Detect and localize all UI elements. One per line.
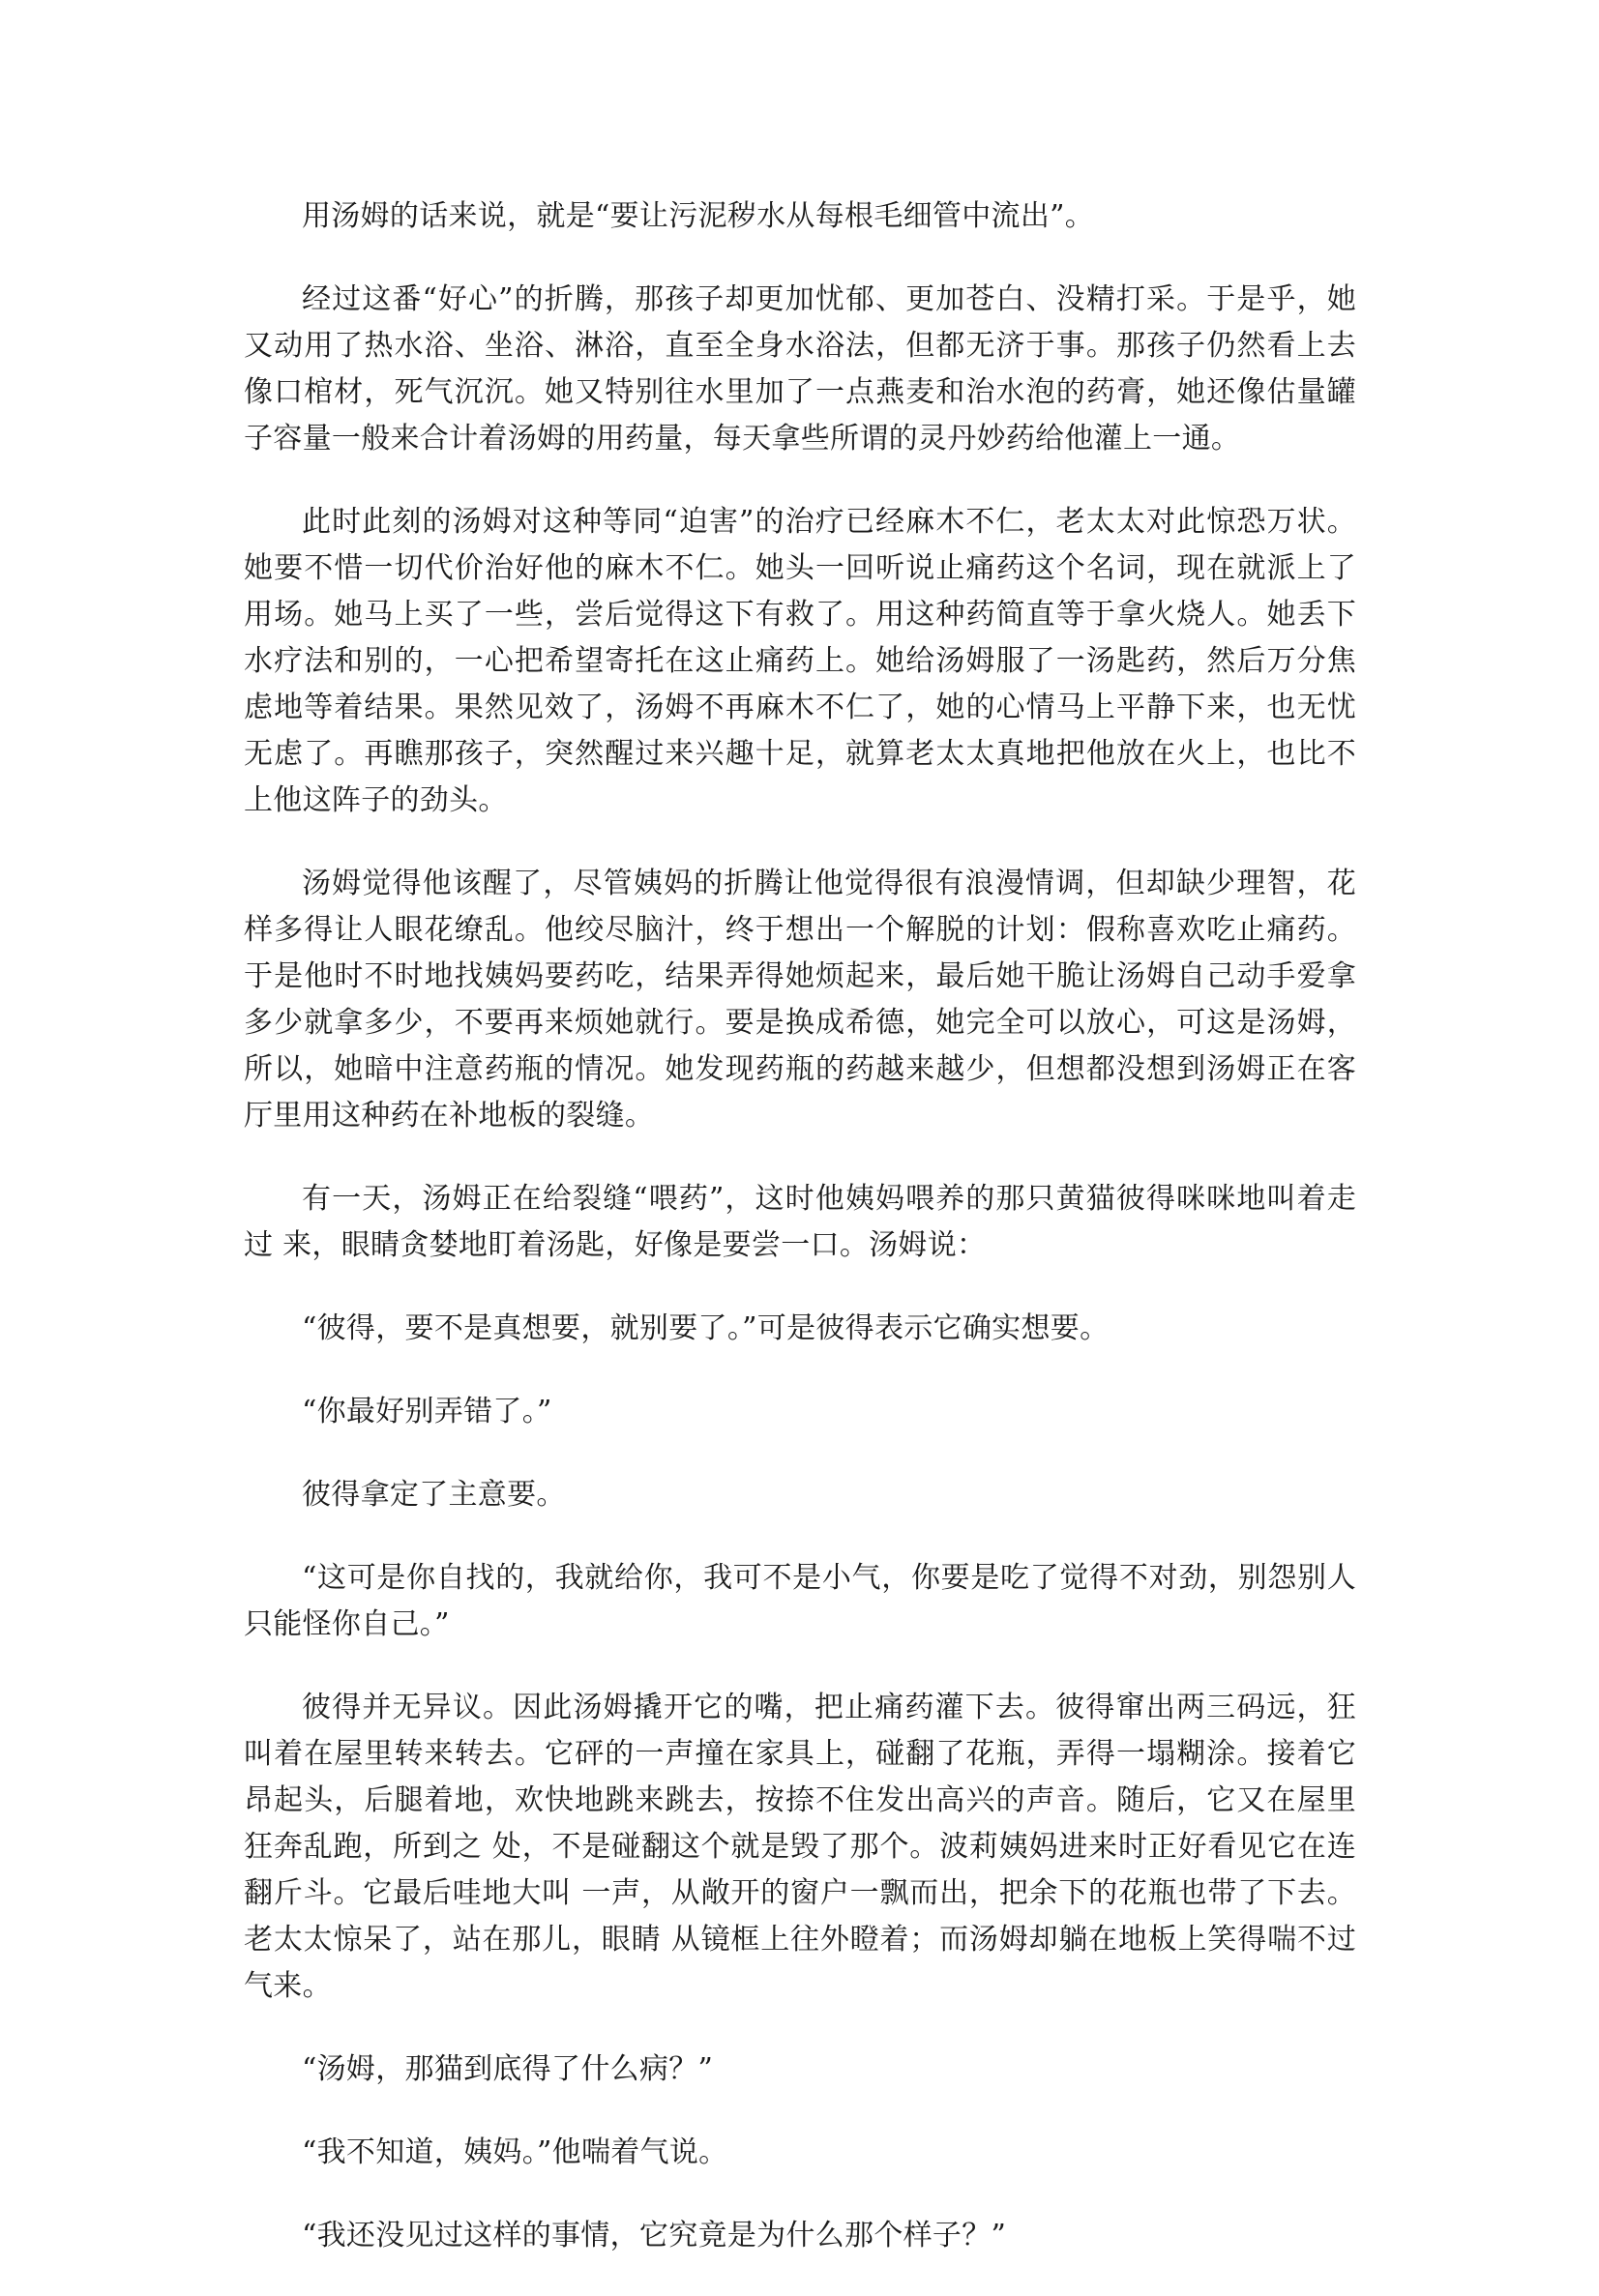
paragraph: “汤姆，那猫到底得了什么病？” bbox=[302, 2052, 714, 2086]
paragraph: “彼得，要不是真想要，就别要了。”可是彼得表示它确实想要。 bbox=[302, 1311, 1110, 1345]
paragraph: 用汤姆的话来说，就是“要让污泥秽水从每根毛细管中流出”。 bbox=[302, 199, 1095, 233]
paragraph: 汤姆觉得他该醒了，尽管姨妈的折腾让他觉得很有浪漫情调，但却缺少理智，花样多得让人眼花缭乱。他绞尽脑汁，终于想出一个解脱的计划：假称喜欢吃止痛药。于是他时不时地找姨妈要药吃，结果弄得她烦起来，最后她干脆让汤姆自己动手爱拿多少就拿多少，不要再来烦她就行。要是换成希德，她完全可以放心，可这是汤姆，所以，她暗中注意药瓶的情况。她发现药瓶的药越来越少，但想都没想到汤姆正在客厅里用这种药在补地板的裂缝。 bbox=[244, 867, 1356, 1133]
paragraph: 经过这番“好心”的折腾，那孩子却更加忧郁、更加苍白、没精打采。于是乎，她又动用了热水浴、坐浴、淋浴，直至全身水浴法，但都无济于事。那孩子仍然看上去像口棺材，死气沉沉。她又特别往水里加了一点燕麦和治水泡的药膏，她还像估量罐子容量一般来合计着汤姆的用药量，每天拿些所谓的灵丹妙药给他灌上一通。 bbox=[244, 282, 1356, 456]
paragraph: 有一天，汤姆正在给裂缝“喂药”，这时他姨妈喂养的那只黄猫彼得咪咪地叫着走过 来，眼睛贪婪地盯着汤匙，好像是要尝一口。汤姆说： bbox=[244, 1182, 1356, 1262]
paragraph: 此时此刻的汤姆对这种等同“迫害”的治疗已经麻木不仁，老太太对此惊恐万状。她要不惜一切代价治好他的麻木不仁。她头一回听说止痛药这个名词，现在就派上了用场。她马上买了一些，尝后觉得这下有救了。用这种药简直等于拿火烧人。她丢下水疗法和别的，一心把希望寄托在这止痛药上。她给汤姆服了一汤匙药，然后万分焦虑地等着结果。果然见效了，汤姆不再麻木不仁了，她的心情马上平静下来，也无忧无虑了。再瞧那孩子，突然醒过来兴趣十足，就算老太太真地把他放在火上，也比不上他这阵子的劲头。 bbox=[244, 505, 1356, 817]
paragraph: 彼得并无异议。因此汤姆撬开它的嘴，把止痛药灌下去。彼得窜出两三码远，狂叫着在屋里转来转去。它砰的一声撞在家具上，碰翻了花瓶，弄得一塌糊涂。接着它昂起头，后腿着地，欢快地跳来跳去，按捺不住发出高兴的声音。随后，它又在屋里狂奔乱跑，所到之 处，不是碰翻这个就是毁了那个。波莉姨妈进来时正好看见它在连翻斤斗。它最后哇地大叫 一声，从敞开的窗户一飘而出，把余下的花瓶也带了下去。老太太惊呆了，站在那儿，眼睛 从镜框上往外瞪着；而汤姆却躺在地板上笑得喘不过气来。 bbox=[244, 1691, 1356, 2003]
paragraph: “你最好别弄错了。” bbox=[302, 1395, 552, 1428]
paragraph: “我还没见过这样的事情，它究竟是为什么那个样子？” bbox=[302, 2219, 1007, 2252]
paragraph: 彼得拿定了主意要。 bbox=[302, 1478, 566, 1512]
paragraph: “我不知道，姨妈。”他喘着气说。 bbox=[302, 2135, 728, 2169]
document-body bbox=[244, 193, 1356, 2296]
paragraph: “这可是你自找的，我就给你，我可不是小气，你要是吃了觉得不对劲，别怨别人只能怪你自己。” bbox=[244, 1561, 1356, 1641]
